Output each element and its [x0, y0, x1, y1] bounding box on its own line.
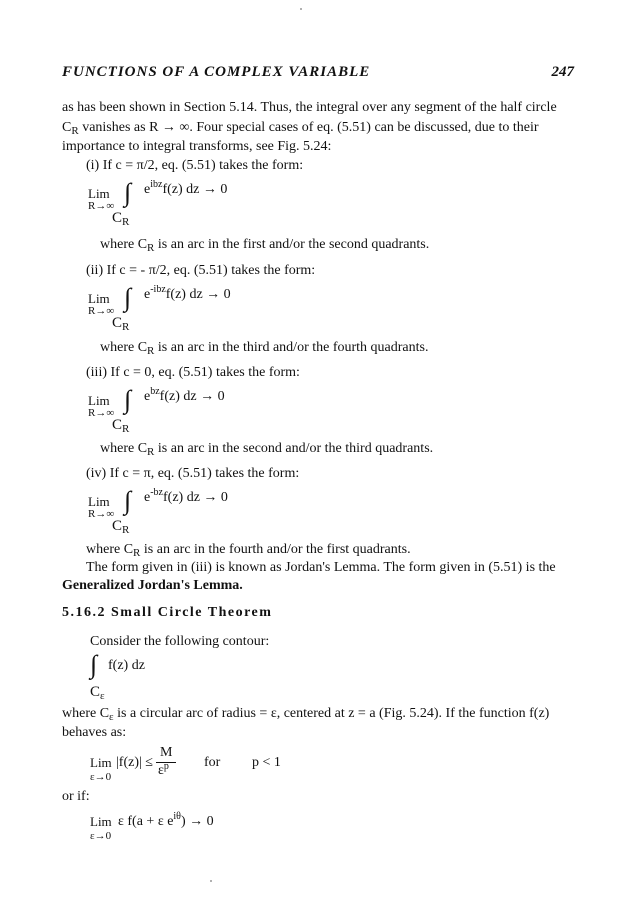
behaves-line: behaves as: [62, 725, 127, 740]
integral-sign: ∫ [124, 486, 132, 515]
header-title: FUNCTIONS OF A COMPLEX VARIABLE [62, 64, 371, 80]
intro-line-2: $C_R$ vanishes as R → ∞. Four special cases of eq. (5.51) can be discussed, due to their [62, 120, 539, 137]
where-c-epsilon-line: where $C_\varepsilon$ is a circular arc of radius = ε, centered at z = a (Fig. 5.24). If the function f(z) [62, 706, 550, 723]
case-i-where: where $C_R$ is an arc in the first and/or the second quadrants. [100, 237, 430, 254]
integral-sign: ∫ [124, 178, 132, 207]
case-ii-where: where $C_R$ is an arc in the third and/or the fourth quadrants. [100, 340, 429, 357]
speck [210, 880, 212, 882]
case-iv-where: where $C_R$ is an arc in the fourth and/or the first quadrants. [86, 542, 411, 559]
integral-sign: ∫ [124, 283, 132, 312]
running-header [62, 64, 574, 84]
case-i-condition: (i) If c = π/2, eq. (5.51) takes the form: [86, 158, 304, 173]
case-ii-condition: (ii) If c = - π/2, eq. (5.51) takes the form: [86, 263, 316, 278]
case-iii-where: where $C_R$ is an arc in the second and/or the third quadrants. [100, 441, 434, 458]
integral-sign: ∫ [124, 385, 132, 414]
intro-line-1: as has been shown in Section 5.14. Thus, the integral over any segment of the half circle [62, 100, 557, 115]
section-heading: 5.16.2 Small Circle Theorem [62, 605, 273, 620]
integral-sign: ∫ [90, 650, 98, 679]
case-iv-condition: (iv) If c = π, eq. (5.51) takes the form: [86, 466, 300, 481]
consider-line: Consider the following contour: [90, 634, 270, 649]
page-number: 247 [551, 64, 574, 80]
intro-line-3: importance to integral transforms, see Fig. 5.24: [62, 139, 332, 154]
closing-line-2: Generalized Jordan's Lemma. [62, 578, 243, 593]
speck [300, 8, 302, 10]
case-iii-condition: (iii) If c = 0, eq. (5.51) takes the form: [86, 365, 300, 380]
closing-line-1: The form given in (iii) is known as Jordan's Lemma. The form given in (5.51) is the [86, 560, 556, 575]
or-if-line: or if: [62, 789, 90, 804]
